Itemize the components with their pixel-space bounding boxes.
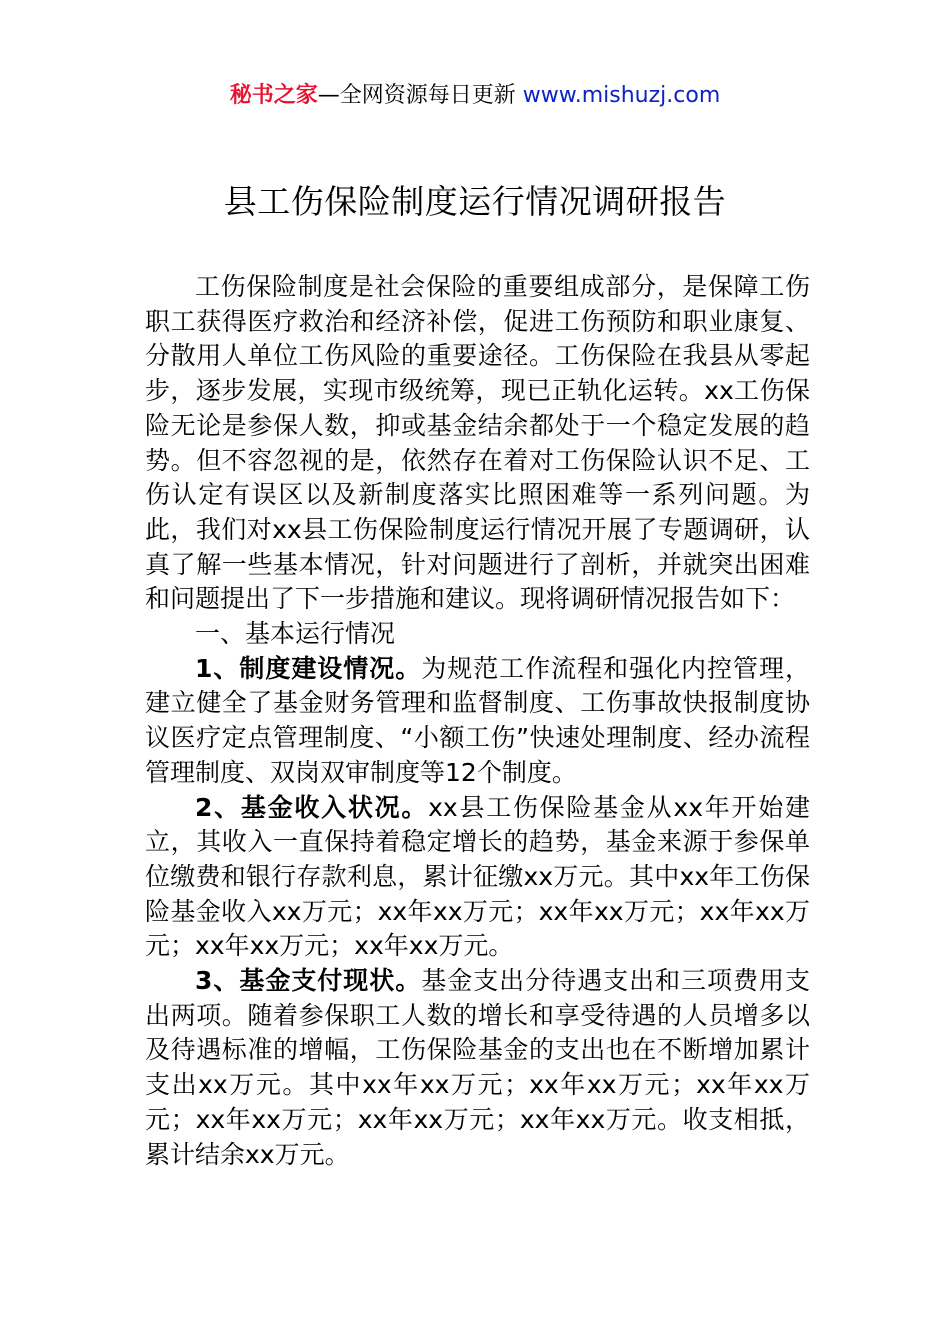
paragraph-fund-income [145, 791, 810, 965]
site-tagline: —全网资源每日更新 [317, 83, 523, 108]
section-heading-basic-operation [145, 617, 810, 652]
paragraph-lead: 1、制度建设情况。 [195, 653, 422, 683]
paragraph-lead: 3、基金支付现状。 [195, 966, 422, 996]
paragraph-intro [145, 270, 810, 617]
paragraph-text: 基金支出分待遇支出和三项费用支出两项。随着参保职工人数的增长和享受待遇的人员增多以及待遇标准的增幅，工伤保险基金的支出也在不断增加累计支出xx万元。其中xx年xx万元；xx年xx万元；xx年xx万元；xx年xx万元；xx年xx万元；xx年xx万元。收支相抵，累计结余xx万元。 [145, 966, 810, 1169]
document-title: 县工伤保险制度运行情况调研报告 [223, 182, 727, 221]
site-url-link[interactable]: www.mishuzj.com [522, 83, 721, 108]
paragraph-text: 为规范工作流程和强化内控管理，建立健全了基金财务管理和监督制度、工伤事故快报制度协议医疗定点管理制度、“小额工伤”快速处理制度、经办流程管理制度、双岗双审制度等12个制度。 [145, 653, 810, 787]
site-header [0, 80, 950, 112]
paragraph-lead: 2、基金收入状况。 [195, 792, 429, 822]
paragraph-system-construction [145, 652, 810, 791]
site-brand: 秘书之家 [229, 83, 318, 108]
paragraph-text: 一、基本运行情况 [195, 619, 396, 649]
paragraph-text: xx县工伤保险基金从xx年开始建立，其收入一直保持着稳定增长的趋势，基金来源于参保单位缴费和银行存款利息，累计征缴xx万元。其中xx年工伤保险基金收入xx万元；xx年xx万元；xx年xx万元；xx年xx万元；xx年xx万元；xx年xx万元。 [145, 792, 810, 961]
paragraph-fund-payment [145, 964, 810, 1172]
document-body [145, 270, 810, 1172]
paragraph-text: 工伤保险制度是社会保险的重要组成部分，是保障工伤职工获得医疗救治和经济补偿，促进工伤预防和职业康复、分散用人单位工伤风险的重要途径。工伤保险在我县从零起步，逐步发展，实现市级统筹，现已正轨化运转。xx工伤保险无论是参保人数，抑或基金结余都处于一个稳定发展的趋势。但不容忽视的是，依然存在着对工伤保险认识不足、工伤认定有误区以及新制度落实比照困难等一系列问题。为此，我们对xx县工伤保险制度运行情况开展了专题调研，认真了解一些基本情况，针对问题进行了剖析，并就突出困难和问题提出了下一步措施和建议。现将调研情况报告如下： [145, 272, 810, 614]
